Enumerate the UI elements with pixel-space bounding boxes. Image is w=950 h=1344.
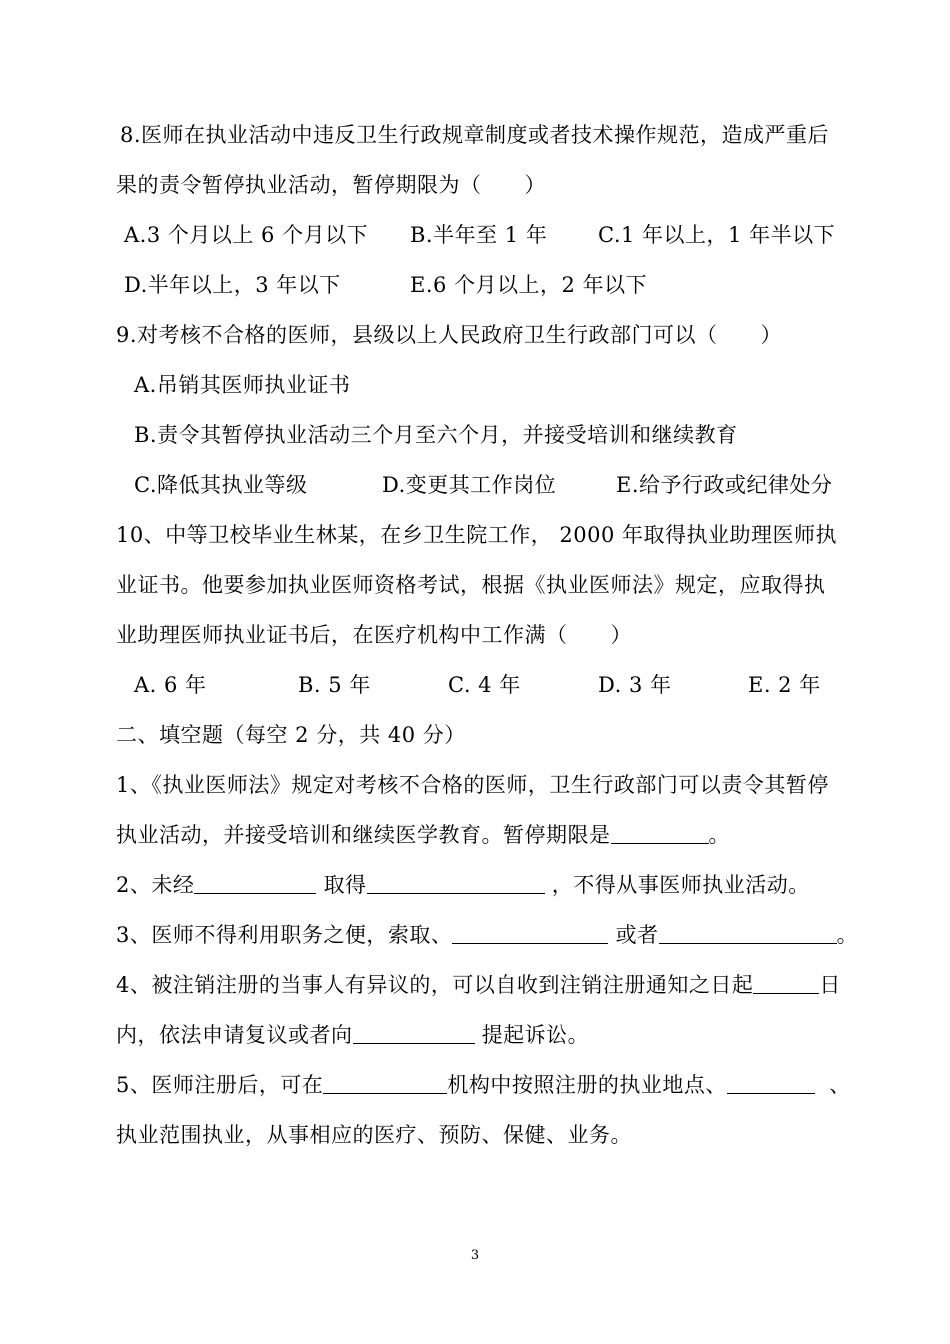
fill-4-text-c: 内，依法申请复议或者向 — [116, 1023, 353, 1047]
fill-1-line-1: 1、《执业医师法》规定对考核不合格的医师，卫生行政部门可以责令其暂停 — [116, 773, 829, 797]
q8-option-a: A.3 个月以上 6 个月以下 — [124, 223, 369, 247]
fill-1-line-2 — [116, 820, 730, 850]
fill-5-text-c: 、 — [829, 1073, 851, 1097]
fill-5-blank-2[interactable] — [727, 1071, 815, 1094]
fill-2-blank-1[interactable] — [194, 871, 316, 894]
fill-5-blank-1[interactable] — [323, 1071, 447, 1094]
question-10-line-1: 10、中等卫校毕业生林某，在乡卫生院工作， 2000 年取得执业助理医师执 — [116, 523, 838, 547]
question-8-line-2: 果的责令暂停执业活动，暂停期限为（ ） — [116, 173, 546, 197]
q8-option-e: E.6 个月以上，2 年以下 — [410, 273, 648, 297]
section-heading-fill-in: 二、填空题（每空 2 分，共 40 分） — [116, 723, 466, 747]
fill-1-text: 执业活动，并接受培训和继续医学教育。暂停期限是 — [116, 823, 611, 847]
fill-4-text-b: 日 — [819, 973, 841, 997]
fill-4-blank-1[interactable] — [753, 971, 819, 994]
fill-4-text-a: 4、被注销注册的当事人有异议的，可以自收到注销注册通知之日起 — [116, 973, 754, 997]
fill-3-end: 。 — [836, 923, 859, 947]
q9-option-e: E.给予行政或纪律处分 — [616, 473, 833, 497]
q9-option-a: A.吊销其医师执业证书 — [134, 373, 351, 397]
fill-3-text-b: 或者 — [615, 923, 659, 947]
question-8-line-1: 8.医师在执业活动中违反卫生行政规章制度或者技术操作规范，造成严重后 — [120, 123, 830, 147]
fill-2-text-c: ，不得从事医师执业活动。 — [551, 873, 810, 897]
fill-2-blank-2[interactable] — [367, 871, 545, 894]
q10-option-e: E. 2 年 — [748, 673, 821, 697]
q9-option-b: B.责令其暂停执业活动三个月至六个月，并接受培训和继续教育 — [134, 423, 738, 447]
fill-2-text-a: 2、未经 — [116, 873, 195, 897]
fill-3-text-a: 3、医师不得利用职务之便，索取、 — [116, 923, 453, 947]
question-9-line-1: 9.对考核不合格的医师，县级以上人民政府卫生行政部门可以（ ） — [116, 323, 783, 347]
fill-5-line-2: 执业范围执业，从事相应的医疗、预防、保健、业务。 — [116, 1123, 632, 1147]
question-10-line-2: 业证书。他要参加执业医师资格考试，根据《执业医师法》规定，应取得执 — [116, 573, 826, 597]
fill-3-blank-2[interactable] — [659, 921, 837, 944]
q10-option-b: B. 5 年 — [298, 673, 371, 697]
fill-4-line-1 — [116, 970, 841, 1000]
fill-5-text-a: 5、医师注册后，可在 — [116, 1073, 324, 1097]
q10-option-a: A. 6 年 — [134, 673, 207, 697]
q9-option-d: D.变更其工作岗位 — [382, 473, 557, 497]
q8-option-c: C.1 年以上，1 年半以下 — [598, 223, 836, 247]
fill-4-blank-2[interactable] — [353, 1021, 475, 1044]
fill-1-end: 。 — [708, 823, 730, 847]
q8-option-d: D.半年以上，3 年以下 — [124, 273, 341, 297]
page-number: 3 — [470, 1248, 480, 1263]
fill-2-text-b: 取得 — [323, 873, 367, 897]
q10-option-c: C. 4 年 — [448, 673, 521, 697]
fill-1-blank[interactable] — [611, 821, 709, 844]
fill-2-line — [116, 870, 810, 900]
fill-3-line — [116, 920, 858, 950]
fill-3-blank-1[interactable] — [452, 921, 608, 944]
question-10-line-3: 业助理医师执业证书后，在医疗机构中工作满（ ） — [116, 623, 632, 647]
q10-option-d: D. 3 年 — [598, 673, 672, 697]
fill-4-text-d: 提起诉讼。 — [481, 1023, 590, 1047]
q9-option-c: C.降低其执业等级 — [134, 473, 308, 497]
fill-5-line-1 — [116, 1070, 851, 1100]
fill-4-line-2 — [116, 1020, 589, 1050]
fill-5-text-b: 机构中按照注册的执业地点、 — [447, 1073, 727, 1097]
q8-option-b: B.半年至 1 年 — [410, 223, 548, 247]
